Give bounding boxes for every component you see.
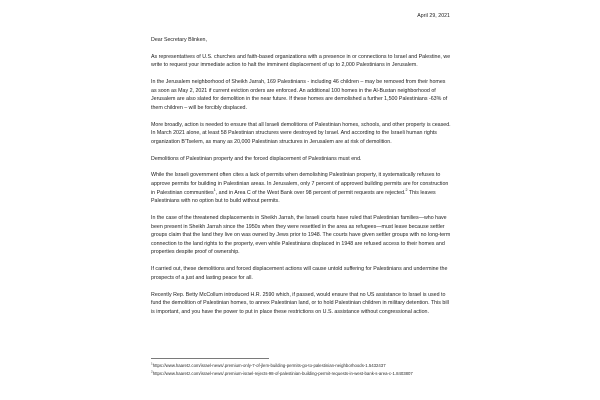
footnote-2-marker: 2 [151,369,153,374]
document-date: April 29, 2021 [417,13,450,19]
paragraph-mccollum-bill: Recently Rep. Betty McCollum introduced H.R. 2590 which, if passed, would ensure that no US assistance to Israel is used to fund the demolition of Palestinian homes, to annex Palestinian land, or to hold Palestinian children in military detention. This bill is important, and you have the power to put in place these restrictions on U.S. assistance without congressional action. [151,291,449,315]
paragraph-suffering: If carried out, these demolitions and forced displacement actions will cause untold suffering for Palestinians and undermine the prospects of a just and lasting peace for all. [151,266,448,281]
footnote-1-url[interactable]: https://www.haaretz.com/israel-news/.premium-only-7-of-jlem-building-permits-go-to-palestinian-neighborhoods-1.5432437 [152,362,386,368]
footnote-area [151,358,451,379]
footnote-separator-rule [151,358,269,359]
paragraph-intro: As representatives of U.S. churches and faith-based organizations with a presence in or connections to Israel and Palestine, we write to request your immediate action to halt the imminent displacement of up to 2,000 Palestinians in Jerusalem. [151,53,451,69]
permits-text-part-2: , and in Area C of the West Bank over 98 percent of permit requests are rejected. [215,189,406,196]
paragraph-permits [151,171,451,205]
permits-text-part-3: This leaves Palestinians with no option but to build without permits. [151,189,436,205]
footnote-marker-2[interactable]: 2 [405,187,408,192]
paragraph-court-rulings: In the case of the threatened displacements in Sheikh Jarrah, the Israeli courts have ruled that Palestinian families—who have been present in Sheikh Jarrah since the 1950s when they were resettled in the area as refugees—must leave because settler groups claim that the land they live on was owned by Jews prior to 1948. The courts have given settler groups with no long-term connection to the land rights to the property, even while Palestinians displaced in 1948 are refused access to their homes and properties despite proof of ownership. [151,215,451,256]
permits-text-part-1: While the Israeli government often cites a lack of permits when demolishing Palestinian property, it systematically refuses to approve permits for building in Palestinian areas. In Jerusalem, only 7 percent of approved building permits are for construction in Palestinian communities [151,172,449,196]
footnote-1-marker: 1 [151,361,153,366]
paragraph-demolitions-broader: More broadly, action is needed to ensure that all Israeli demolitions of Palestinian homes, schools, and other property is ceased. In March 2021 alone, at least 58 Palestinian structures were destroyed by Israel. And according to the Israeli human rights organization B'Tselem, as many as 20,000 Palestinian structures in Jerusalem are at risk of demolition. [151,121,451,145]
paragraph-sheikh-jarrah-evictions: In the Jerusalem neighborhood of Sheikh Jarrah, 169 Palestinians - including 46 children – may be removed from their homes as soon as May 2, 2021 if current eviction orders are enforced. An additional 100 homes in the Al-Bustan neighborhood of Jerusalem are also slated for demolition in the near future. If these homes are demolished a further 1,500 Palestinians -63% of them children – will be forcibly displaced. [151,79,448,111]
paragraph-must-end: Demolitions of Palestinian property and the forced displacement of Palestinians must end. [151,155,362,162]
salutation: Dear Secretary Blinken, [151,37,207,43]
footnote-1 [151,363,451,370]
footnote-2 [151,371,451,378]
footnote-2-url[interactable]: https://www.haaretz.com/israel-news/.premium-israel-rejects-98-of-palestinian-building-permit-requests-in-west-bank-s-area-c-1.8403807 [152,370,413,376]
footnote-marker-1[interactable]: 1 [213,187,216,192]
letter-body [151,36,451,316]
